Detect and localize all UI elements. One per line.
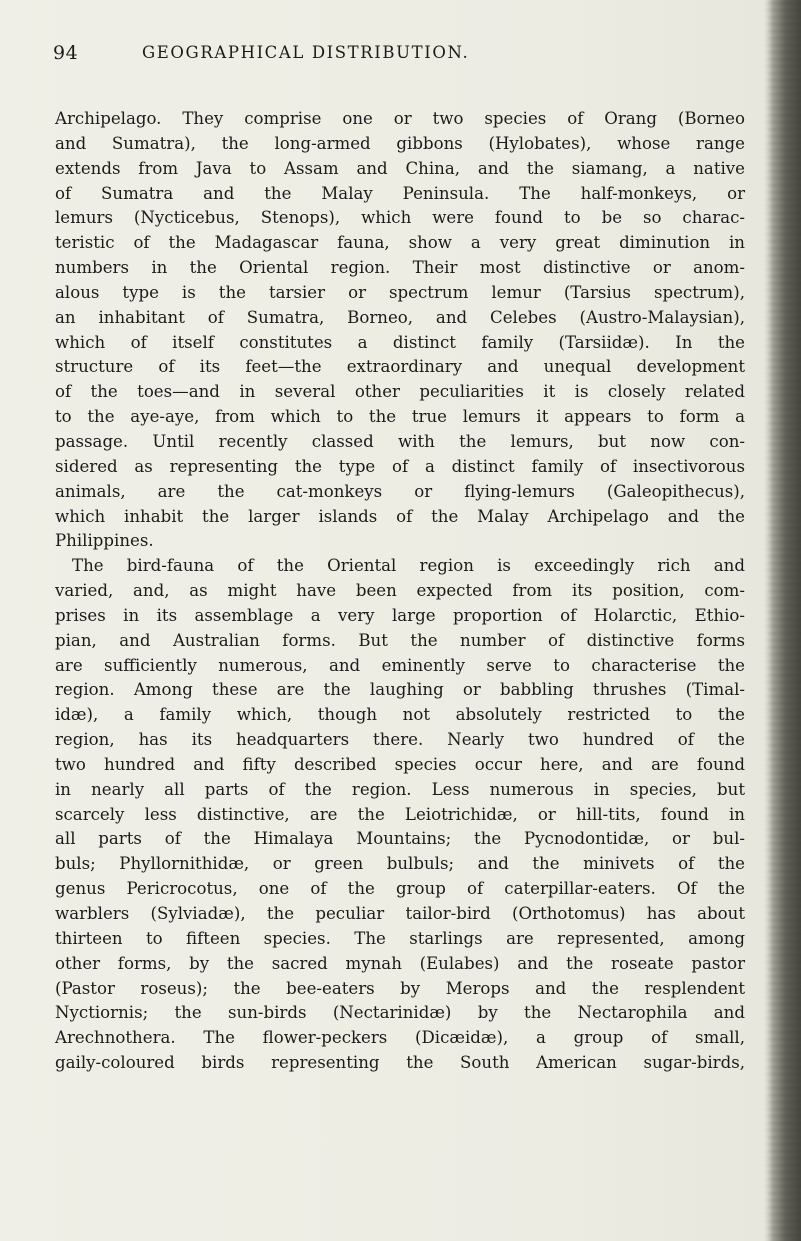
- body-text: [55, 107, 745, 1076]
- text-line: varied, and, as might have been expected from its position, com-: [55, 581, 745, 601]
- paragraph-end-line: Philippines.: [55, 531, 154, 551]
- text-line: of Sumatra and the Malay Peninsula. The half-monkeys, or: [55, 183, 745, 203]
- text-line: pian, and Australian forms. But the number of distinctive forms: [55, 630, 745, 650]
- text-line: of the toes—and in several other peculiarities it is closely related: [55, 382, 745, 402]
- text-line: and Sumatra), the long-armed gibbons (Hylobates), whose range: [55, 133, 745, 153]
- text-line: prises in its assemblage a very large proportion of Holarctic, Ethio-: [55, 605, 745, 625]
- text-line: teristic of the Madagascar fauna, show a very great diminution in: [55, 233, 745, 253]
- text-line: all parts of the Himalaya Mountains; the Pycnodontidæ, or bul-: [55, 829, 745, 849]
- page-number: 94: [53, 42, 79, 64]
- text-line: extends from Java to Assam and China, and the siamang, a native: [55, 158, 745, 178]
- text-line: warblers (Sylviadæ), the peculiar tailor-bird (Orthotomus) has about: [55, 904, 745, 923]
- text-line: which inhabit the larger islands of the Malay Archipelago and the: [55, 506, 745, 526]
- text-line: region. Among these are the laughing or babbling thrushes (Timal-: [55, 680, 745, 700]
- text-line: passage. Until recently classed with the lemurs, but now con-: [55, 431, 745, 451]
- text-line: Nyctiornis; the sun-birds (Nectarinidæ) by the Nectarophila and: [55, 1003, 745, 1023]
- text-line: lemurs (Nycticebus, Stenops), which were found to be so charac-: [55, 208, 745, 228]
- text-line: animals, are the cat-monkeys or flying-lemurs (Galeopithecus),: [55, 481, 745, 501]
- text-line: genus Pericrocotus, one of the group of caterpillar-eaters. Of the: [55, 879, 745, 899]
- text-line: in nearly all parts of the region. Less numerous in species, but: [55, 779, 745, 799]
- text-line: scarcely less distinctive, are the Leiotrichidæ, or hill-tits, found in: [55, 804, 745, 824]
- text-line: which of itself constitutes a distinct family (Tarsiidæ). In the: [55, 332, 745, 352]
- text-line: (Pastor roseus); the bee-eaters by Merops and the resplendent: [55, 978, 745, 998]
- running-head: GEOGRAPHICAL DISTRIBUTION.: [142, 43, 470, 62]
- text-line: idæ), a family which, though not absolutely restricted to the: [55, 705, 745, 725]
- text-line: other forms, by the sacred mynah (Eulabes) and the roseate pastor: [55, 953, 745, 973]
- text-line: Archipelago. They comprise one or two species of Orang (Borneo: [55, 109, 745, 128]
- text-line: Arechnothera. The flower-peckers (Dicæidæ), a group of small,: [55, 1028, 745, 1048]
- text-line: numbers in the Oriental region. Their most distinctive or anom-: [55, 258, 745, 278]
- text-line: gaily-coloured birds representing the South American sugar-birds,: [55, 1053, 745, 1073]
- text-line: buls; Phyllornithidæ, or green bulbuls; and the minivets of the: [55, 854, 745, 874]
- text-line: to the aye-aye, from which to the true lemurs it appears to form a: [55, 407, 745, 427]
- text-line: an inhabitant of Sumatra, Borneo, and Celebes (Austro-Malaysian),: [55, 307, 745, 327]
- paragraph-start-line: The bird-fauna of the Oriental region is exceedingly rich and: [72, 556, 745, 576]
- text-line: sidered as representing the type of a distinct family of insectivorous: [55, 456, 745, 476]
- text-line: structure of its feet—the extraordinary and unequal development: [55, 357, 745, 377]
- text-line: two hundred and fifty described species occur here, and are found: [55, 754, 745, 774]
- text-line: thirteen to fifteen species. The starlings are represented, among: [55, 928, 745, 948]
- text-line: are sufficiently numerous, and eminently serve to characterise the: [55, 655, 745, 675]
- text-line: region, has its headquarters there. Nearly two hundred of the: [55, 730, 745, 750]
- page-edge-shadow: [763, 0, 801, 1241]
- page-header: [53, 42, 755, 70]
- text-line: alous type is the tarsier or spectrum lemur (Tarsius spectrum),: [55, 282, 745, 302]
